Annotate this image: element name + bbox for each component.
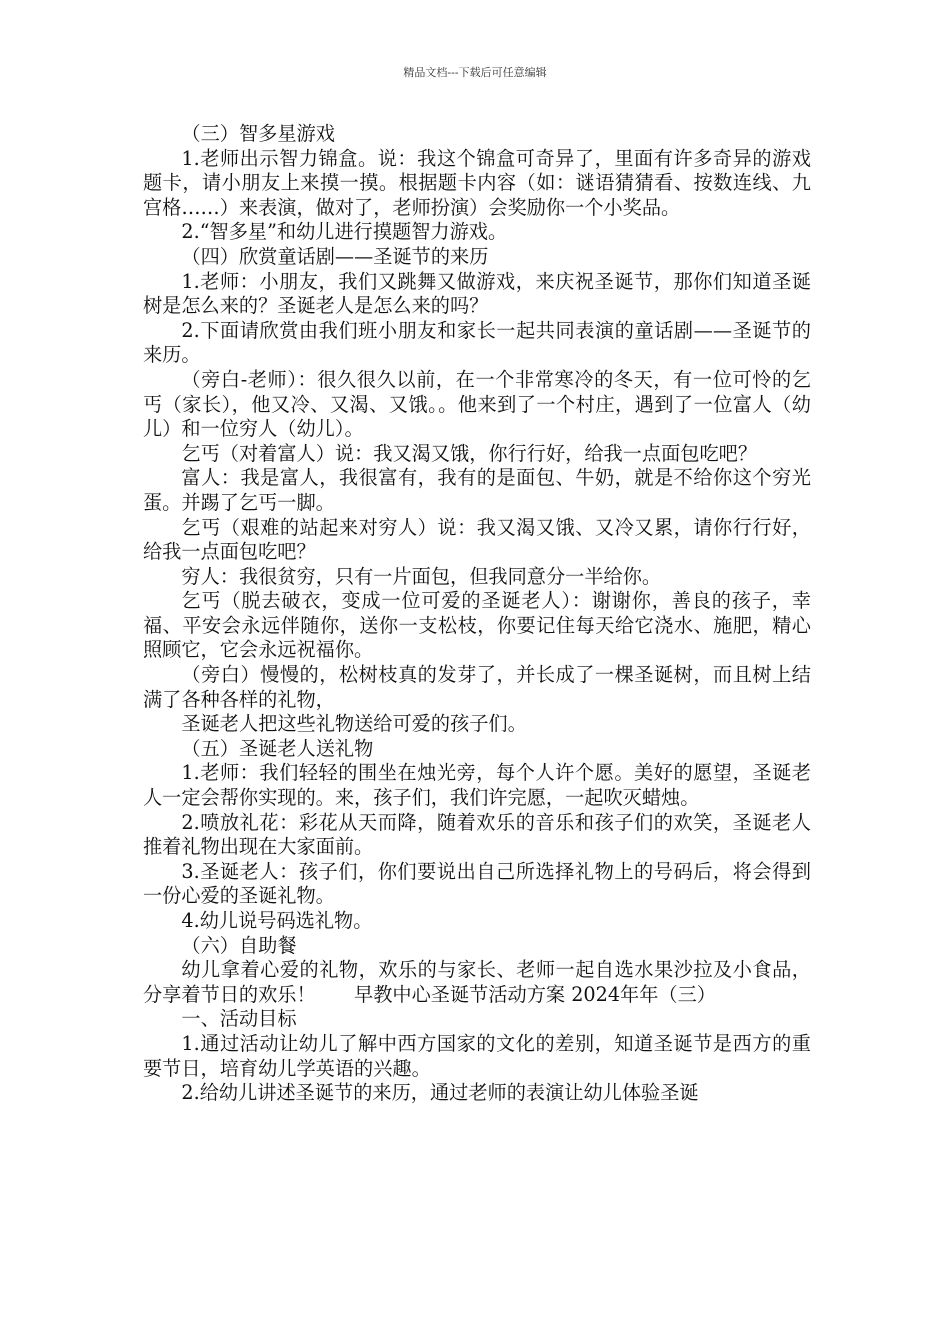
paragraph: 1.老师：小朋友，我们又跳舞又做游戏，来庆祝圣诞节，那你们知道圣诞树是怎么来的？圣诞老人是怎么来的吗？: [143, 269, 811, 318]
section-heading: （四）欣赏童话剧——圣诞节的来历: [181, 244, 489, 268]
paragraph: 2.给幼儿讲述圣诞节的来历，通过老师的表演让幼儿体验圣诞: [181, 1081, 699, 1105]
paragraph: 圣诞老人把这些礼物送给可爱的孩子们。: [181, 712, 527, 736]
paragraph: 富人：我是富人，我很富有，我有的是面包、牛奶，就是不给你这个穷光蛋。并踢了乞丐一脚。: [143, 466, 811, 514]
paragraph: 3.圣诞老人：孩子们，你们要说出自己所选择礼物上的号码后，将会得到一份心爱的圣诞礼物。: [143, 859, 811, 908]
document-body: [143, 122, 811, 1106]
paragraph: 乞丐（艰难的站起来对穷人）说：我又渴又饿、又冷又累，请你行行好，给我一点面包吃吧？: [143, 515, 811, 564]
page-header: 精品文档---下载后可任意编辑: [403, 66, 547, 79]
paragraph: （旁白）慢慢的，松树枝真的发芽了，并长成了一棵圣诞树，而且树上结满了各种各样的礼物，: [143, 663, 811, 711]
paragraph: 4.幼儿说号码选礼物。: [181, 909, 373, 932]
paragraph: （旁白-老师）：很久很久以前，在一个非常寒冷的冬天，有一位可怜的乞丐（家长），他又冷、又渴、又饿。。他来到了一个村庄，遇到了一位富人（幼儿）和一位穷人（幼儿）。: [143, 367, 811, 441]
paragraph: 乞丐（对着富人）说：我又渴又饿，你行行好，给我一点面包吃吧？: [181, 441, 758, 465]
paragraph: 1.老师出示智力锦盒。说：我这个锦盒可奇异了，里面有许多奇异的游戏题卡，请小朋友上来摸一摸。根据题卡内容（如：谜语猜猜看、按数连线、九宫格……）来表演，做对了，老师扮演）会奖励你一个小奖品。: [143, 146, 811, 219]
paragraph: 乞丐（脱去破衣，变成一位可爱的圣诞老人）：谢谢你，善良的孩子，幸福、平安会永远伴随你，送你一支松枝，你要记住每天给它浇水、施肥，精心照顾它，它会永远祝福你。: [143, 589, 811, 662]
paragraph: 1.老师：我们轻轻的围坐在烛光旁，每个人许个愿。美好的愿望，圣诞老人一定会帮你实现的。来，孩子们，我们许完愿，一起吹灭蜡烛。: [143, 761, 811, 810]
paragraph: 2.下面请欣赏由我们班小朋友和家长一起共同表演的童话剧——圣诞节的来历。: [143, 318, 811, 367]
paragraph: 1.通过活动让幼儿了解中西方国家的文化的差别，知道圣诞节是西方的重要节日，培育幼儿学英语的兴趣。: [143, 1031, 811, 1080]
paragraph: 幼儿拿着心爱的礼物，欢乐的与家长、老师一起自选水果沙拉及小食品，分享着节日的欢乐！ 早教中心圣诞节活动方案 2024年年（三）: [143, 958, 811, 1006]
paragraph: 2.喷放礼花：彩花从天而降，随着欢乐的音乐和孩子们的欢笑，圣诞老人推着礼物出现在大家面前。: [143, 810, 811, 859]
paragraph: 穷人：我很贫穷，只有一片面包，但我同意分一半给你。: [181, 564, 662, 588]
paragraph: 2.“智多星”和幼儿进行摸题智力游戏。: [181, 220, 508, 244]
section-heading: 一、活动目标: [181, 1007, 297, 1031]
section-heading: （五）圣诞老人送礼物: [181, 736, 374, 760]
section-heading: （三）智多星游戏: [181, 122, 335, 145]
section-heading: （六）自助餐: [181, 933, 297, 957]
